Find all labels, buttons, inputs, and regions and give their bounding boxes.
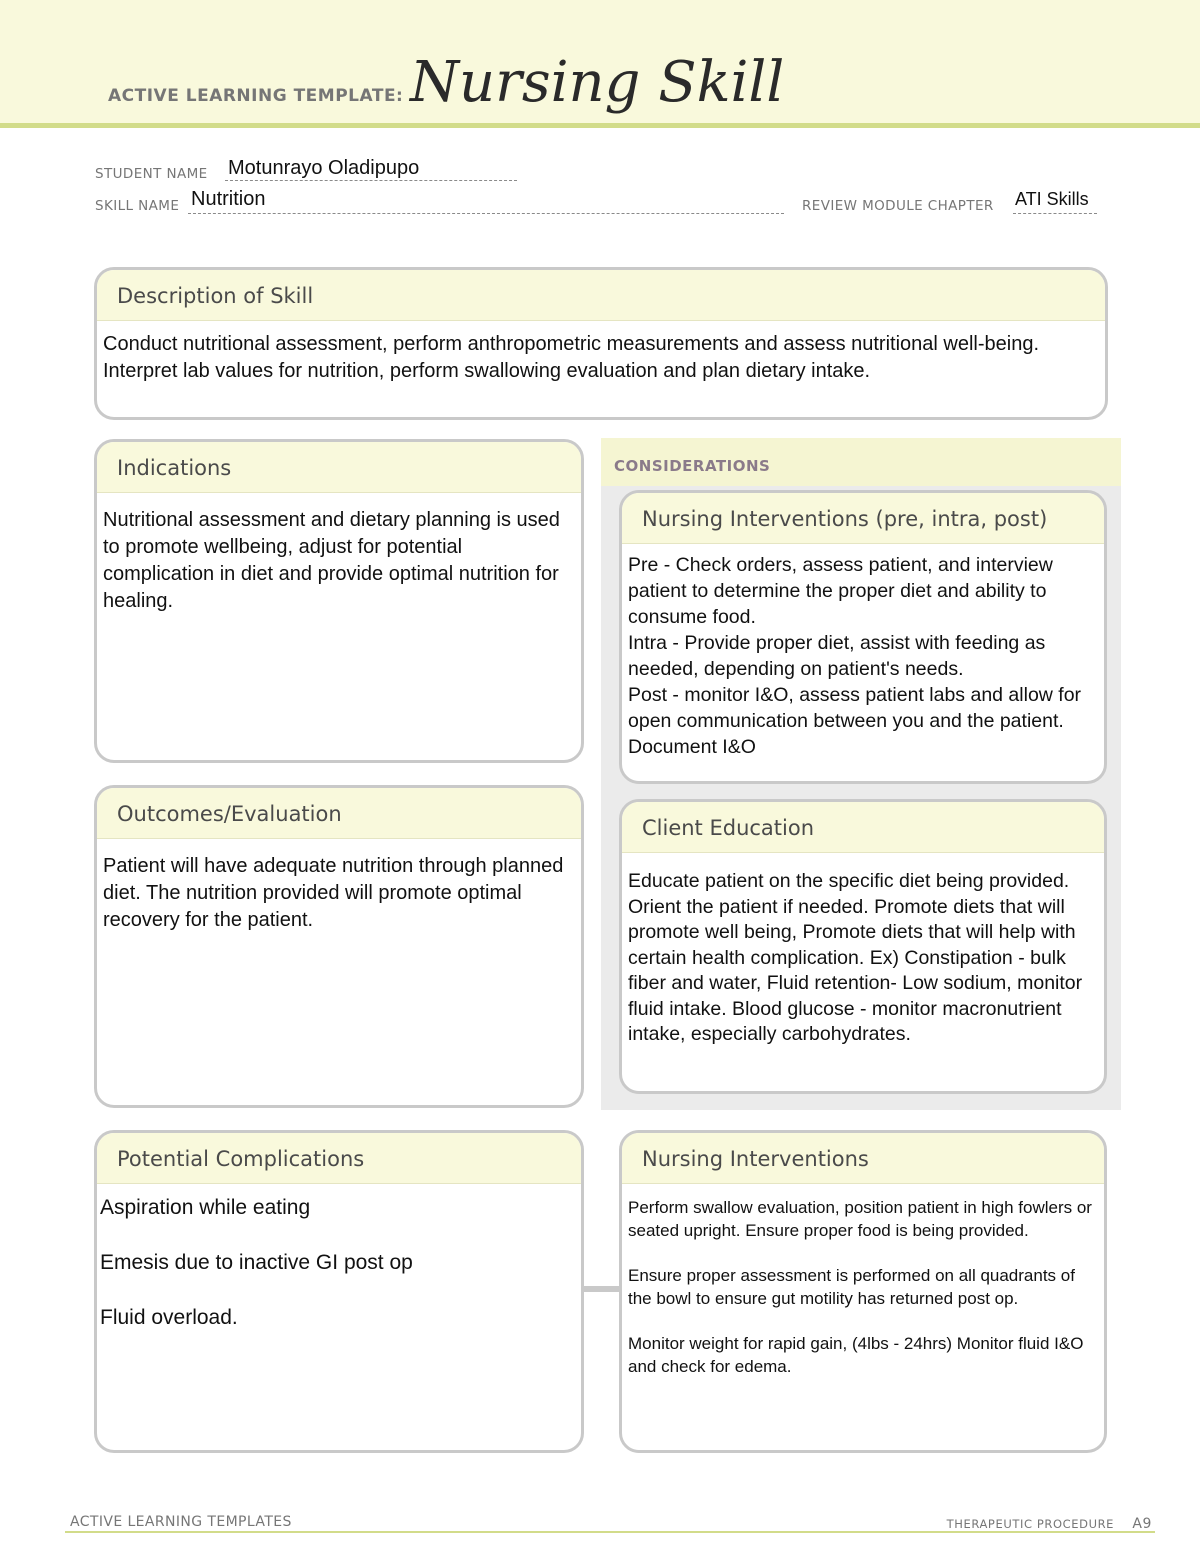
student-name-label: STUDENT NAME	[95, 166, 208, 182]
description-heading: Description of Skill	[97, 270, 1105, 321]
review-module-field[interactable]: ATI Skills	[1015, 189, 1089, 209]
indications-box	[94, 439, 584, 763]
outcomes-heading: Outcomes/Evaluation	[97, 788, 581, 839]
client-education-heading: Client Education	[622, 802, 1104, 853]
complications-heading: Potential Complications	[97, 1133, 581, 1184]
description-box	[94, 267, 1108, 420]
student-name-line	[225, 180, 517, 181]
connector-bar	[582, 1286, 622, 1292]
student-name-field[interactable]: Motunrayo Oladipupo	[228, 157, 420, 179]
nursing-interventions-text[interactable]	[622, 1184, 1104, 1378]
outcomes-text[interactable]: Patient will have adequate nutrition through planned diet. The nutrition provided will promote optimal recovery for the patient.	[103, 855, 564, 931]
page-title: Nursing Skill	[410, 50, 785, 115]
nursing-interventions-pio-heading: Nursing Interventions (pre, intra, post)	[622, 493, 1104, 544]
footer-rule	[65, 1531, 1155, 1533]
description-text[interactable]: Conduct nutritional assessment, perform anthropometric measurements and assess nutritional well-being. Interpret lab values for nutrition, perform swallowing evaluation and plan dietary intake.	[103, 333, 1040, 382]
nursing-interventions-pio-text[interactable]	[622, 544, 1104, 760]
pre-text: Pre - Check orders, assess patient, and interview patient to determine the proper diet and ability to consume food.	[628, 554, 1053, 628]
complications-list[interactable]	[97, 1184, 581, 1332]
template-label: ACTIVE LEARNING TEMPLATE:	[108, 86, 404, 106]
footer-left-label: ACTIVE LEARNING TEMPLATES	[70, 1514, 292, 1530]
skill-name-label: SKILL NAME	[95, 198, 180, 214]
client-education-text[interactable]: Educate patient on the specific diet being provided. Orient the patient if needed. Promote diets that will promote well being, Promote diets that will help with certain health complication. Ex) Constipation - bulk fiber and water, Fluid retention- Low sodium, monitor fluid intake. Blood glucose - monitor macronutrient intake, especially carbohydrates.	[628, 870, 1083, 1045]
complication-item: Aspiration while eating	[100, 1196, 311, 1219]
indications-text[interactable]: Nutritional assessment and dietary planning is used to promote wellbeing, adjust for potential complication in diet and provide optimal nutrition for healing.	[103, 509, 560, 612]
intervention-paragraph: Perform swallow evaluation, position patient in high fowlers or seated upright. Ensure proper food is being provided.	[628, 1198, 1092, 1240]
footer-right-label	[947, 1516, 1152, 1532]
complications-box	[94, 1130, 584, 1453]
outcomes-box	[94, 785, 584, 1108]
skill-name-line	[188, 213, 784, 214]
post-text: Post - monitor I&O, assess patient labs and allow for open communication between you and the patient. Document I&O	[628, 684, 1082, 758]
intervention-paragraph: Ensure proper assessment is performed on all quadrants of the bowl to ensure gut motility has returned post op.	[628, 1266, 1075, 1308]
review-module-label: REVIEW MODULE CHAPTER	[802, 198, 994, 214]
page-number: A9	[1132, 1516, 1152, 1532]
footer-procedure-label: THERAPEUTIC PROCEDURE	[946, 1517, 1115, 1531]
nursing-interventions-box	[619, 1130, 1107, 1453]
nursing-interventions-heading: Nursing Interventions	[622, 1133, 1104, 1184]
complication-item: Emesis due to inactive GI post op	[100, 1251, 413, 1274]
client-education-box	[619, 799, 1107, 1094]
complication-item: Fluid overload.	[100, 1306, 238, 1329]
skill-name-field[interactable]: Nutrition	[191, 188, 266, 210]
intervention-paragraph: Monitor weight for rapid gain, (4lbs - 24hrs) Monitor fluid I&O and check for edema.	[628, 1334, 1084, 1376]
nursing-interventions-pio-box	[619, 490, 1107, 784]
review-module-line	[1013, 213, 1097, 214]
considerations-label: CONSIDERATIONS	[614, 457, 771, 475]
indications-heading: Indications	[97, 442, 581, 493]
intra-text: Intra - Provide proper diet, assist with feeding as needed, depending on patient's needs.	[628, 632, 1046, 680]
